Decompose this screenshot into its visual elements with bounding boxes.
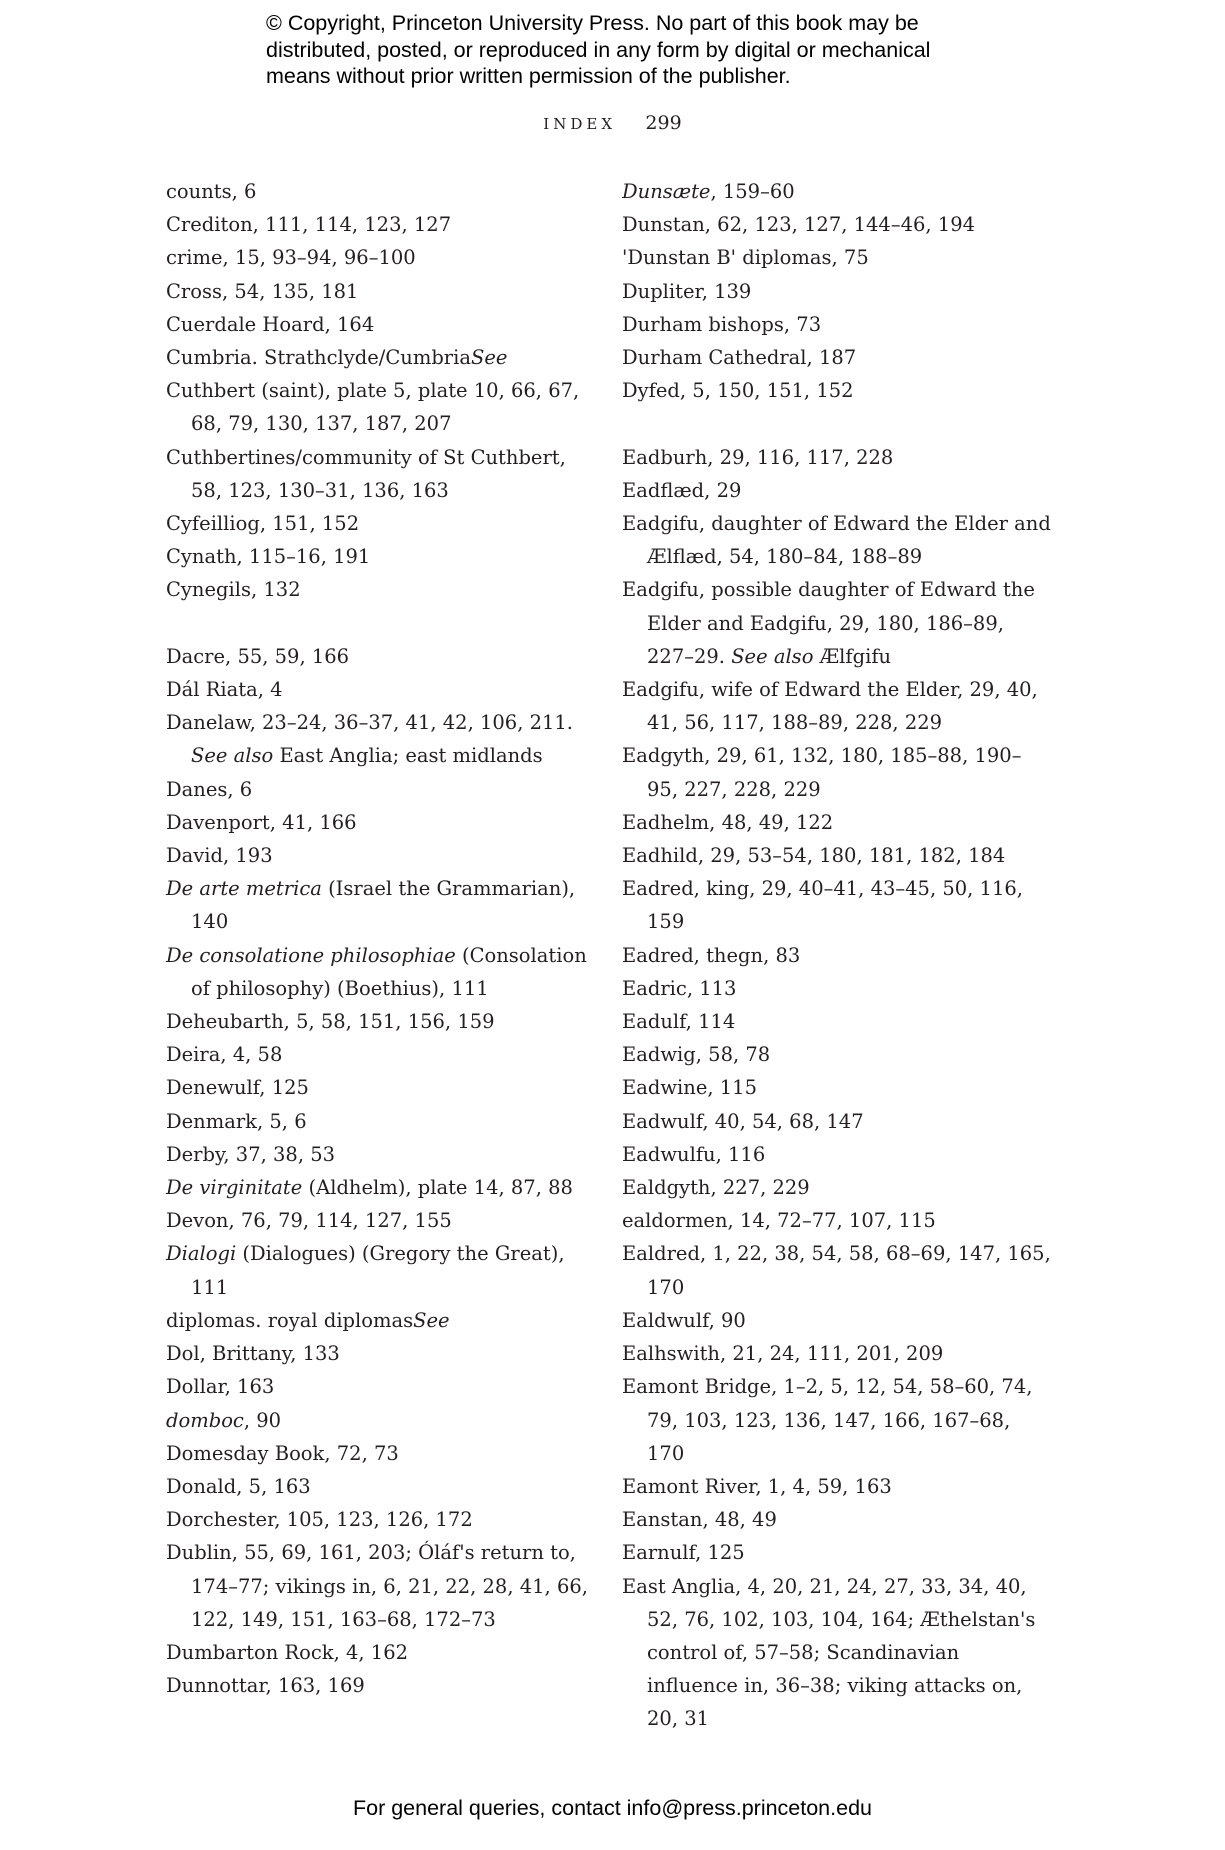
index-entry: [622, 1105, 1052, 1138]
index-entry-head: Dunnottar: [166, 1674, 266, 1698]
index-entry-rest: , 14, 72–77, 107, 115: [727, 1209, 936, 1233]
index-entry-rest: , 90: [243, 1408, 282, 1432]
index-entry-rest: (Aldhelm), plate 14, 87, 88: [302, 1176, 573, 1200]
index-entry-head: Dol, Brittany: [166, 1342, 291, 1366]
index-entry-head: Eadric: [622, 976, 687, 1000]
index-entry-rest2: Ælfgifu: [813, 644, 892, 668]
index-entry: [622, 208, 1052, 241]
index-entry-rest: , plate 5, plate 10, 66, 67, 68, 79, 130, 137, 187, 207: [191, 379, 580, 436]
index-entry: [622, 1171, 1052, 1204]
index-entry-head: Domesday Book: [166, 1441, 325, 1465]
index-entry-rest: , 133: [290, 1342, 340, 1366]
index-entry-rest: , 6: [231, 180, 257, 203]
index-entry-head: Danelaw: [166, 711, 250, 735]
index-entry: [622, 275, 1052, 308]
index-entry-head: ealdormen: [622, 1209, 728, 1233]
index-entry-rest: , 1, 4, 59, 163: [755, 1474, 892, 1498]
index-entry: [166, 573, 596, 606]
index-entry-rest: , 29, 53–54, 180, 181, 182, 184: [697, 844, 1006, 868]
index-entry-rest: , 5, 58, 151, 156, 159: [283, 1010, 495, 1034]
index-entry-italic-head: De consolatione philosophiae: [166, 943, 456, 967]
index-entry: [622, 175, 1052, 208]
index-entry-head: Ealdwulf: [622, 1308, 709, 1332]
index-entry-rest: , 72, 73: [324, 1441, 399, 1465]
index-entry-rest: (Israel the Grammarian), 140: [191, 877, 576, 934]
index-entry-rest: , 139: [701, 279, 752, 303]
index-entry-rest: , 115–16, 191: [236, 545, 371, 569]
index-entry: [166, 839, 596, 872]
index-entry-head: Deira: [166, 1043, 221, 1067]
index-column-left: [166, 175, 596, 1702]
index-entry: [622, 839, 1052, 872]
index-entry-rest: , 105, 123, 126, 172: [274, 1508, 473, 1532]
index-entry-head: Eadulf: [622, 1010, 686, 1034]
index-entry-rest: , 6: [227, 777, 253, 801]
index-entry-head: Dunstan: [622, 213, 705, 237]
index-entry-head: crime: [166, 246, 223, 270]
index-entry-head: Eamont River: [622, 1474, 756, 1498]
index-entry: [166, 1669, 596, 1702]
index-entry: [622, 573, 1052, 673]
index-entry-rest: , 73: [783, 312, 822, 336]
index-entry: [622, 1304, 1052, 1337]
index-entry-head: Eadwulf: [622, 1109, 703, 1133]
index-entry-see: See: [413, 1308, 450, 1332]
index-entry-rest: , 164: [324, 312, 375, 336]
index-entry: [166, 640, 596, 673]
index-entry-rest: , 29, 180, 186–89, 227–29.: [647, 611, 1004, 668]
index-entry-head: Dublin: [166, 1541, 232, 1565]
index-entry-rest: , 75: [831, 246, 869, 270]
index-entry: [166, 1237, 596, 1303]
index-entry-rest: , 163, 169: [265, 1674, 365, 1698]
index-entry-rest: , 29, 61, 132, 180, 185–88, 190–95, 227, 228, 229: [647, 744, 1022, 801]
index-entry-see: See also: [191, 744, 274, 768]
index-entry-head: Eadgifu, possible daughter of Edward the Elder and Eadgifu: [622, 578, 1035, 635]
index-entry-head: Davenport: [166, 810, 270, 834]
index-entry-head: Eadgifu, wife of Edward the Elder: [622, 678, 958, 702]
index-entry: [622, 1570, 1052, 1736]
index-entry: [166, 1370, 596, 1403]
index-entry-rest: , 4, 162: [333, 1640, 409, 1664]
index-entry: [622, 441, 1052, 474]
index-entry-head: Eadburh: [622, 445, 708, 469]
index-entry: [622, 507, 1052, 573]
index-entry-rest: , 40, 54, 68, 147: [702, 1109, 864, 1133]
index-entry-rest: , 5, 6: [257, 1109, 307, 1133]
index-entry-rest: , 54, 135, 181: [222, 279, 359, 303]
index-entry-rest: , 21, 24, 111, 201, 209: [720, 1342, 944, 1366]
index-entry-head: Eadwulfu: [622, 1142, 716, 1166]
index-entry-head: 'Dunstan B' diplomas: [622, 246, 832, 270]
index-entry-head: Cyfeilliog: [166, 512, 260, 536]
index-entry-head: Eadgifu, daughter of Edward the Elder and Ælflæd: [622, 512, 1051, 569]
index-entry-rest: , 29: [704, 478, 742, 502]
index-entry-rest: , 1–2, 5, 12, 54, 58–60, 74, 79, 103, 123, 136, 147, 166, 167–68, 170: [647, 1375, 1033, 1465]
index-column-right: [622, 175, 1052, 1736]
index-entry-head: Cumbria.: [166, 346, 265, 370]
index-entry-head: Cynegils: [166, 578, 251, 602]
index-entry: [166, 1171, 596, 1204]
index-entry-head: Ealhswith: [622, 1342, 720, 1366]
index-entry-rest: , 113: [686, 976, 737, 1000]
index-entry: [622, 1370, 1052, 1470]
index-entry: [166, 1138, 596, 1171]
index-entry-rest: royal diplomas: [267, 1308, 414, 1332]
index-entry-see: See: [471, 346, 508, 370]
index-entry: [166, 939, 596, 1005]
index-entry: [622, 739, 1052, 805]
index-entry-rest: , 125: [259, 1076, 309, 1100]
index-entry: [166, 1005, 596, 1038]
index-entry: [166, 1437, 596, 1470]
index-entry-head: Ealdred: [622, 1242, 700, 1266]
index-entry-head: Ealdgyth: [622, 1176, 711, 1200]
index-entry-rest: , 76, 79, 114, 127, 155: [228, 1209, 452, 1233]
index-entry-head: Dál Riata: [166, 678, 258, 702]
index-entry: [166, 540, 596, 573]
index-entry-head: Dyfed: [622, 379, 680, 403]
index-entry-rest: , 48, 49: [702, 1508, 777, 1532]
index-entry-rest: , 62, 123, 127, 144–46, 194: [704, 213, 976, 237]
index-entry-head: Crediton: [166, 213, 253, 237]
index-entry: [166, 241, 596, 274]
index-entry-rest: , 54, 180–84, 188–89: [716, 545, 923, 569]
index-entry: [622, 1038, 1052, 1071]
index-entry: [166, 706, 596, 772]
index-entry-head: East Anglia: [622, 1574, 736, 1598]
index-entry-head: Cynath: [166, 545, 237, 569]
running-head-label: INDEX: [543, 115, 617, 133]
index-entry-head: Deheubarth: [166, 1010, 284, 1034]
index-entry: [166, 1304, 596, 1337]
index-entry: [166, 1404, 596, 1437]
index-entry-rest: Strathclyde/Cumbria: [264, 346, 471, 370]
index-entry-head: Durham bishops: [622, 312, 784, 336]
index-entry-rest: , 15, 93–94, 96–100: [222, 246, 416, 270]
index-entry-head: Eadflæd: [622, 478, 705, 502]
index-entry: [166, 1636, 596, 1669]
index-entry-head: Eadwig: [622, 1043, 696, 1067]
index-entry: [622, 374, 1052, 407]
index-entry: [166, 1536, 596, 1636]
index-entry-rest: , 4: [257, 678, 283, 702]
index-entry: [166, 1038, 596, 1071]
index-entry: [166, 374, 596, 440]
index-entry-see: See also: [731, 644, 814, 668]
page-number: 299: [645, 112, 682, 134]
index-entry-head: Denmark: [166, 1109, 257, 1133]
index-entry: [166, 806, 596, 839]
index-entry-rest: , 37, 38, 53: [223, 1142, 336, 1166]
index-entry: [166, 275, 596, 308]
index-entry-rest: , 29, 40, 41, 56, 117, 188–89, 228, 229: [647, 678, 1038, 735]
index-entry: [622, 474, 1052, 507]
index-entry-rest: , 41, 166: [269, 810, 357, 834]
index-entry: [622, 341, 1052, 374]
index-entry-head: Devon: [166, 1209, 229, 1233]
index-entry-rest: , 29, 40–41, 43–45, 50, 116, 159: [647, 877, 1023, 934]
letter-group-gap: [166, 607, 596, 640]
index-entry-head: Dupliter: [622, 279, 702, 303]
index-entry-rest: , 55, 69, 161, 203; Óláf's return to, 174–77; vikings in, 6, 21, 22, 28, 41, 66, 122, 149, 151, 163–68, 172–73: [191, 1541, 588, 1631]
index-entry-head: Cuerdale Hoard: [166, 312, 325, 336]
index-entry-rest: , 5, 150, 151, 152: [679, 379, 854, 403]
index-entry-italic-head: Dialogi: [166, 1242, 237, 1266]
index-entry: [166, 1071, 596, 1104]
index-entry-italic-head: domboc: [166, 1408, 244, 1432]
index-entry: [166, 1204, 596, 1237]
footer-contact: For general queries, contact info@press.princeton.edu: [352, 1796, 872, 1820]
index-entry-head: Eadgyth: [622, 744, 705, 768]
index-entry: [166, 441, 596, 507]
index-entry: [622, 1470, 1052, 1503]
index-entry: [622, 241, 1052, 274]
index-entry-rest: , 151, 152: [259, 512, 360, 536]
index-entry: [622, 1337, 1052, 1370]
index-entry: [622, 673, 1052, 739]
index-entry-head: Cuthbertines/community of St Cuthbert: [166, 445, 560, 469]
index-entry-head: Cross: [166, 279, 222, 303]
index-entry: [166, 208, 596, 241]
index-entry-head: Dorchester: [166, 1508, 275, 1532]
index-entry-rest: , 29, 116, 117, 228: [707, 445, 894, 469]
index-entry-head: Dacre: [166, 644, 226, 668]
index-entry: [622, 939, 1052, 972]
running-head: [0, 112, 1225, 134]
index-entry-rest: (Dialogues) (Gregory the Great), 111: [191, 1242, 565, 1299]
index-entry: [622, 308, 1052, 341]
index-entry-head: David: [166, 844, 223, 868]
letter-group-gap: [622, 407, 1052, 440]
index-entry: [622, 806, 1052, 839]
index-entry-head: Dumbarton Rock: [166, 1640, 334, 1664]
index-entry-head: Denewulf: [166, 1076, 260, 1100]
index-entry-rest: , 4, 58: [220, 1043, 283, 1067]
index-entry-rest: , 23–24, 36–37, 41, 42, 106, 211.: [249, 711, 574, 735]
index-entry-rest: , 1, 22, 38, 54, 58, 68–69, 147, 165, 170: [647, 1242, 1051, 1299]
index-entry-head: Eadred, king: [622, 877, 750, 901]
index-entry-rest2: East Anglia; east midlands: [273, 744, 543, 768]
index-entry-rest: , 111, 114, 123, 127: [252, 213, 452, 237]
index-entry-rest: , 227, 229: [710, 1176, 810, 1200]
index-entry: [622, 872, 1052, 938]
index-entry-head: counts: [166, 180, 232, 203]
index-entry: [166, 872, 596, 938]
index-entry-head: Eadhelm: [622, 810, 710, 834]
index-entry: [166, 341, 596, 374]
index-entry: [622, 1536, 1052, 1569]
index-entry-rest: , 4, 20, 21, 24, 27, 33, 34, 40, 52, 76, 102, 103, 104, 164; Æthelstan's control of, 57–58; Scandinavian influence in, 36–38; viking attacks on, 20, 31: [647, 1574, 1036, 1731]
index-entry-rest: , 132: [251, 578, 301, 602]
index-entry-rest: , 5, 163: [236, 1474, 311, 1498]
index-entry: [166, 308, 596, 341]
copyright-notice: © Copyright, Princeton University Press. No part of this book may be distributed, posted, or reproduced in any form by digital or mechanical means without prior written permission of the publisher.: [266, 11, 931, 88]
index-entry: [622, 1237, 1052, 1303]
index-entry: [622, 1071, 1052, 1104]
index-entry-head: Eadhild: [622, 844, 698, 868]
index-entry-rest: , 115: [707, 1076, 757, 1100]
index-entry-rest: , 55, 59, 166: [225, 644, 350, 668]
index-entry: [622, 1138, 1052, 1171]
index-entry: [622, 1005, 1052, 1038]
index-entry-rest: , 159–60: [710, 180, 795, 203]
index-entry-head: Eadwine: [622, 1076, 708, 1100]
index-entry-head: diplomas.: [166, 1308, 268, 1332]
index-entry-rest: , 114: [685, 1010, 736, 1034]
index-entry-rest: , 163: [224, 1375, 275, 1399]
index-entry: [166, 1470, 596, 1503]
index-entry-head: Eadred, thegn: [622, 943, 764, 967]
index-entry-head: Derby: [166, 1142, 224, 1166]
index-entry: [166, 773, 596, 806]
index-entry-rest: , 125: [695, 1541, 745, 1565]
index-entry-rest: , 187: [806, 346, 857, 370]
index-entry-head: Danes: [166, 777, 228, 801]
index-entry: [166, 1503, 596, 1536]
index-entry: [166, 1105, 596, 1138]
index-entry: [622, 972, 1052, 1005]
index-entry-rest: (Consolation of philosophy) (Boethius), 111: [191, 943, 587, 1000]
index-entry-head: Earnulf: [622, 1541, 696, 1565]
index-entry-head: Dollar: [166, 1375, 225, 1399]
index-entry: [622, 1204, 1052, 1237]
index-entry-rest: , 58, 78: [695, 1043, 771, 1067]
index-entry-head: Eamont Bridge: [622, 1375, 772, 1399]
index-entry-italic-head: Dunsæte: [622, 180, 711, 203]
index-entry-rest: , 83: [763, 943, 801, 967]
index-entry-head: Cuthbert (saint): [166, 379, 325, 403]
index-entry-head: Eanstan: [622, 1508, 703, 1532]
index-entry-head: Durham Cathedral: [622, 346, 807, 370]
index-entry: [166, 673, 596, 706]
index-entry: [166, 507, 596, 540]
index-entry-rest: , 116: [715, 1142, 766, 1166]
index-entry: [166, 1337, 596, 1370]
index-entry-italic-head: De arte metrica: [166, 877, 322, 901]
index-entry: [622, 1503, 1052, 1536]
index-entry: [166, 175, 596, 208]
index-entry-rest: , 58, 123, 130–31, 136, 163: [191, 445, 566, 502]
index-entry-rest: , 193: [223, 844, 273, 868]
index-entry-italic-head: De virginitate: [166, 1176, 303, 1200]
index-entry-rest: , 48, 49, 122: [709, 810, 834, 834]
index-entry-head: Donald: [166, 1474, 237, 1498]
index-entry-rest: , 90: [708, 1308, 746, 1332]
